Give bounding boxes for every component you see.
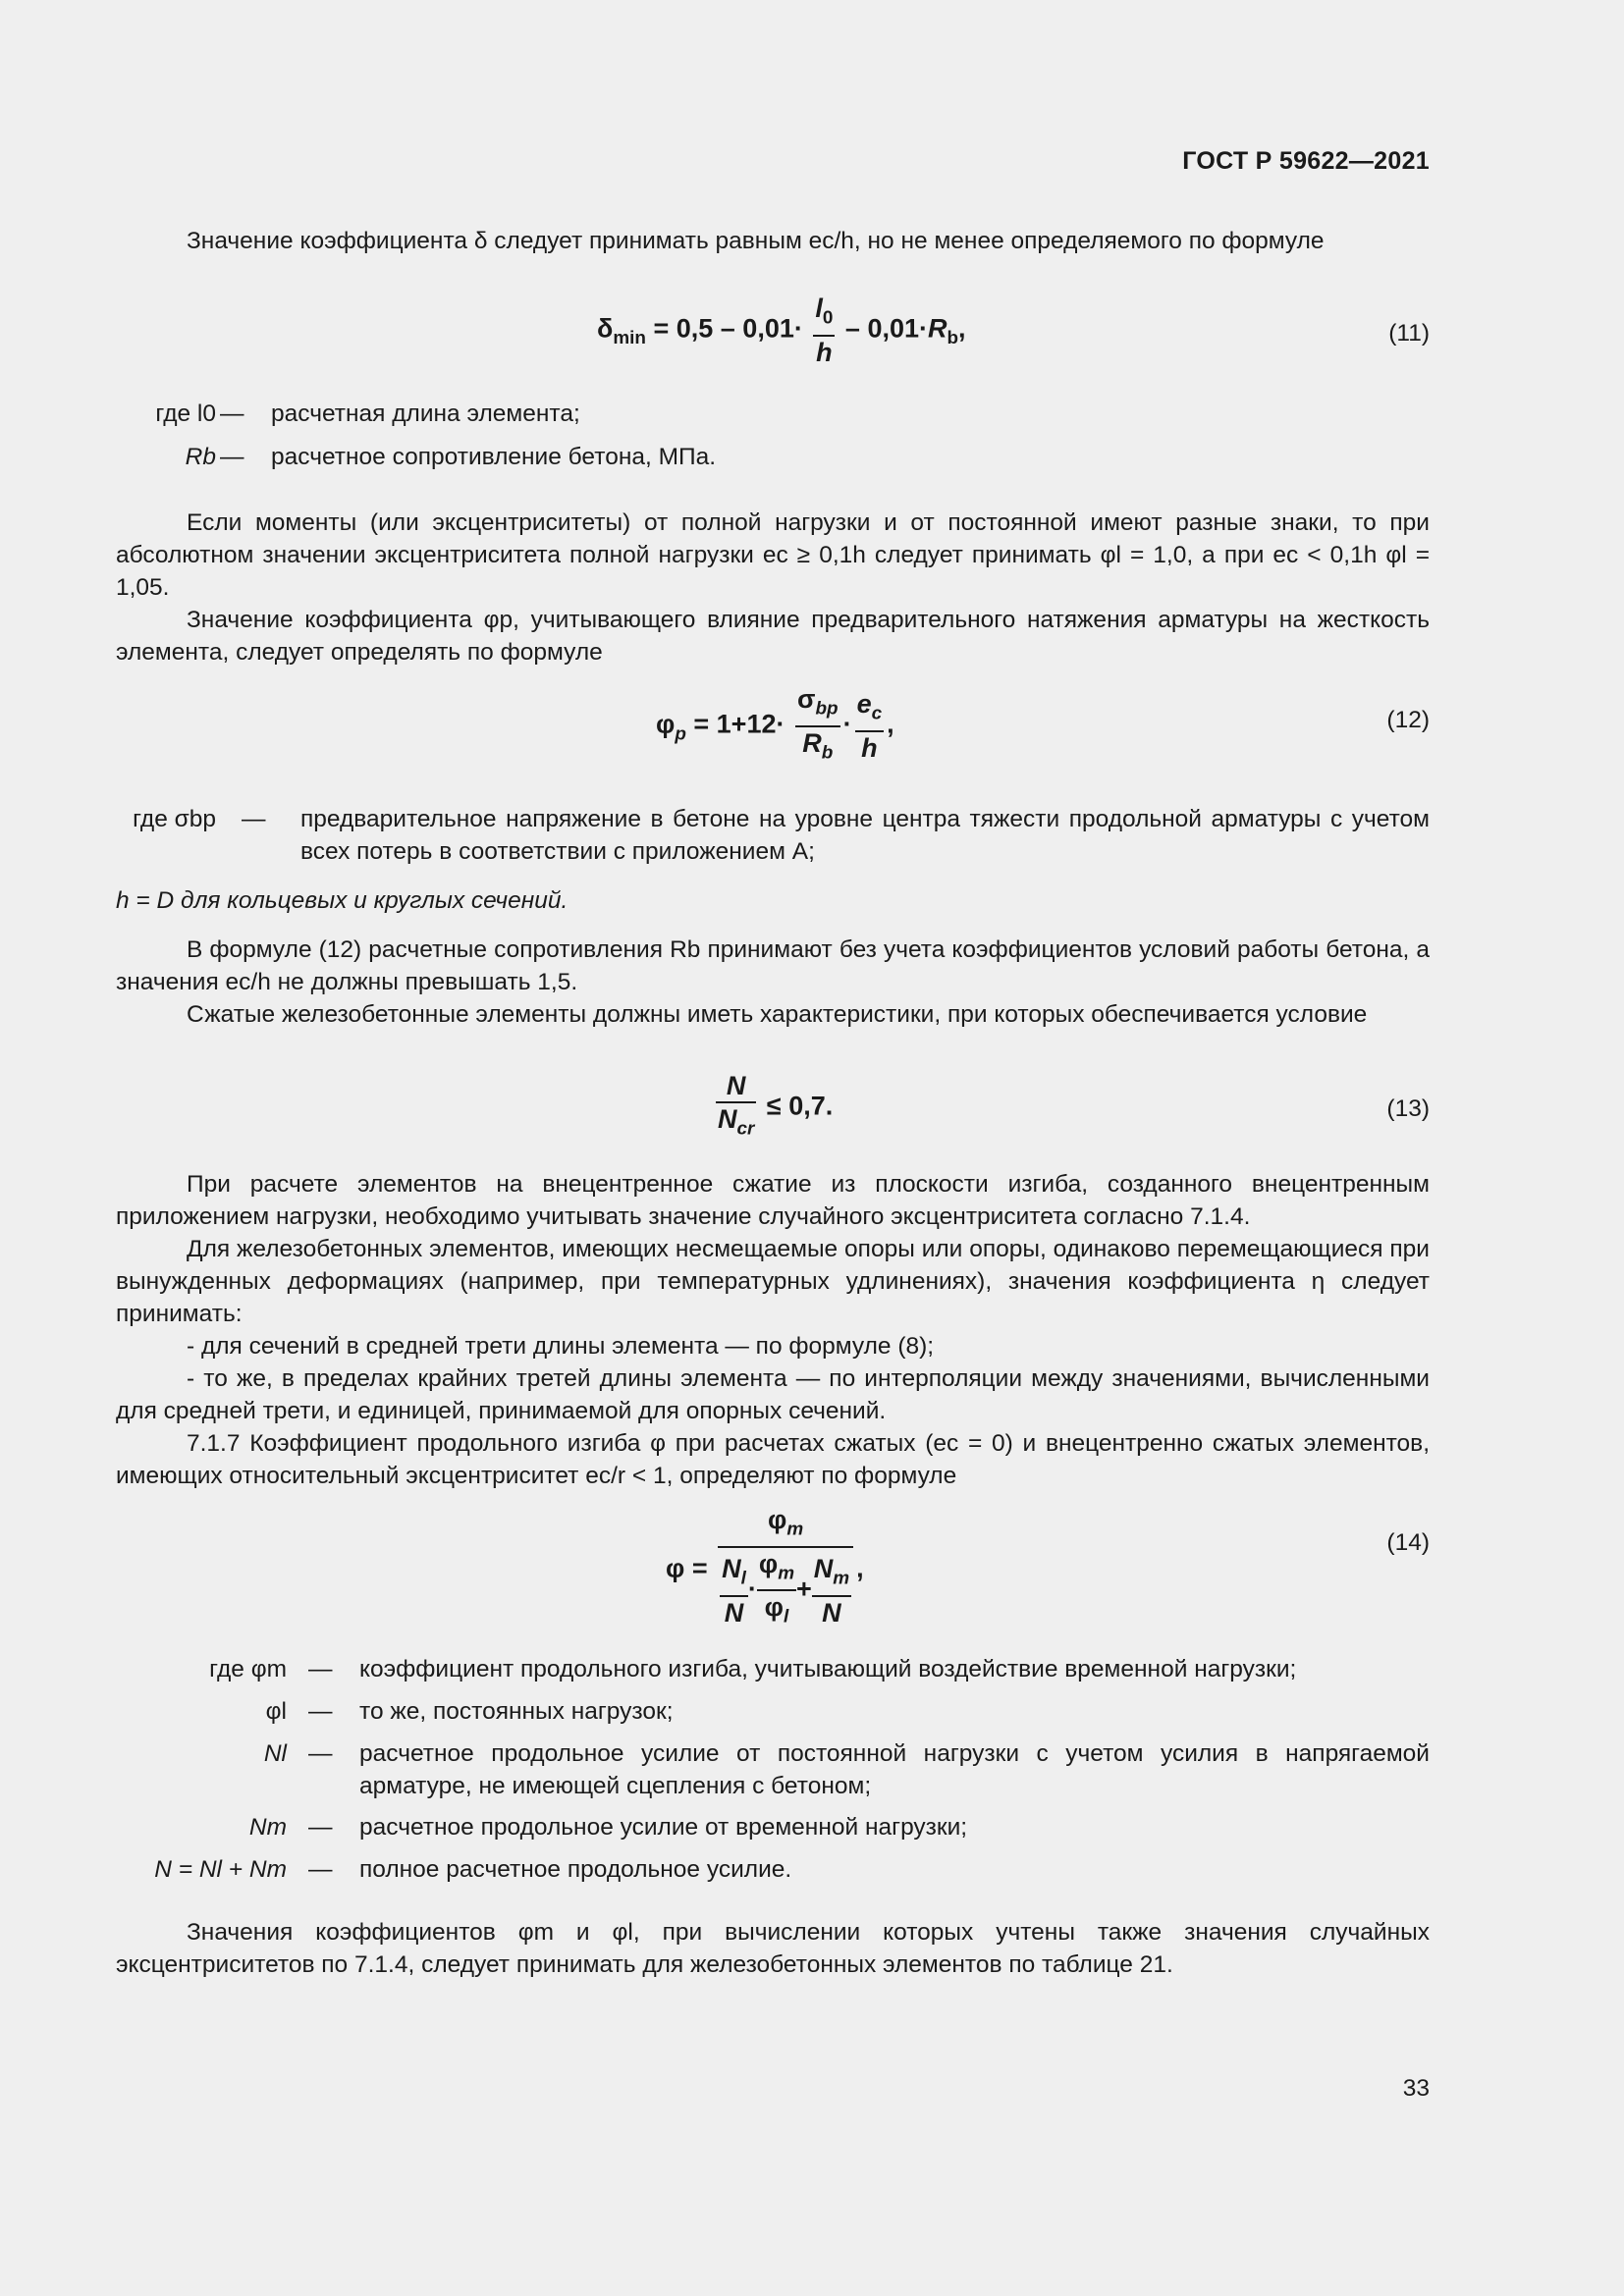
where-list-12: где σbp — предварительное напряжение в бетоне на уровне центра тяжести продольной арматуры с учетом всех потерь в соответствии с приложением А;: [133, 806, 1430, 865]
formula-14: φ = $\varphi_m$ $\frac{N_l}{N}$ · $\frac{\varphi_m}{\varphi_l}$ + $\frac{N_m}{N}$ ,: [666, 1505, 864, 1628]
paragraph-eta-coefficient: Для железобетонных элементов, имеющих несмещаемые опоры или опоры, одинаково перемещающиеся при вынужденных деформациях (например, при температурных удлинениях), значения коэффициента η следует принимать:: [116, 1236, 1430, 1327]
formula-13: $\frac{N}{N_{cr}}$ ≤ 0,7.: [718, 1071, 834, 1140]
paragraph-eccentric-compression: При расчете элементов на внецентренное сжатие из плоскости изгиба, созданного внецентренным приложением нагрузки, необходимо учитывать значение случайного эксцентриситета согласно 7.1.4.: [116, 1171, 1430, 1230]
equation-number-13: (13): [1386, 1095, 1430, 1122]
paragraph-outer-thirds: - то же, в пределах крайних третей длины элемента — по интерполяции между значениями, вычисленными для средней трети, и единицей, принимаемой для опорных сечений.: [116, 1365, 1430, 1424]
where-list-14: где φm — коэффициент продольного изгиба, учитывающий воздействие временной нагрузки; φl — то же, постоянных нагрузок; Nl — расчетное продольное усилие от постоянной нагрузки с учетом усилия в напрягаемой арматуре, не имеющей сцепления с бетоном; Nm — расчетное продольное усилие от временной нагрузки; N = Nl + Nm — полное расчетное продольное усилие.: [154, 1656, 1430, 1883]
paragraph-formula-12-note: В формуле (12) расчетные сопротивления Rb принимают без учета коэффициентов условий работы бетона, а значения ec/h не должны превышать 1,5.: [116, 936, 1430, 995]
document-code-header: ГОСТ Р 59622—2021: [1182, 147, 1430, 175]
paragraph-7-1-7: 7.1.7 Коэффициент продольного изгиба φ при расчетах сжатых (ec = 0) и внецентренно сжатых элементов, имеющих относительный эксцентриситет ec/r < 1, определяют по формуле: [116, 1430, 1430, 1489]
equation-number-11: (11): [1388, 320, 1430, 347]
equation-number-12: (12): [1386, 707, 1430, 733]
paragraph-moments: Если моменты (или эксцентриситеты) от полной нагрузки и от постоянной имеют разные знаки, то при абсолютном значении эксцентриситета полной нагрузки ec ≥ 0,1h следует принимать φl = 1,0, а при ec < 0,1h φl = 1,05.: [116, 509, 1430, 601]
paragraph-phi-p-intro: Значение коэффициента φp, учитывающего влияние предварительного натяжения арматуры на жесткость элемента, следует определять по формуле: [116, 607, 1430, 666]
paragraph-compressed-elements: Сжатые железобетонные элементы должны иметь характеристики, при которых обеспечивается условие: [187, 1001, 1368, 1028]
formula-11: $\delta_{min} = 0,5 - 0,01\cdot$ $\frac{l_0}{h}$ – $0,01\cdot R_b$,: [597, 294, 966, 367]
paragraph-delta-intro: Значение коэффициента δ следует принимать равным ec/h, но не менее определяемого по формуле: [187, 228, 1325, 254]
equation-number-14: (14): [1386, 1529, 1430, 1556]
paragraph-middle-third: - для сечений в средней трети длины элемента — по формуле (8);: [187, 1333, 935, 1360]
where-list-11: где l0 — расчетная длина элемента; Rb — расчетное сопротивление бетона, МПа.: [155, 400, 717, 470]
page-number: 33: [1402, 2075, 1430, 2102]
formula-12: $\varphi_p = 1+12\cdot$ $\frac{\sigma_{bp}}{R_b}$ · $\frac{e_c}{h}$ ,: [656, 684, 894, 764]
paragraph-coefficients-table-21: Значения коэффициентов φm и φl, при вычислении которых учтены также значения случайных эксцентриситетов по 7.1.4, следует принимать для железобетонных элементов по таблице 21.: [116, 1919, 1430, 1978]
paragraph-h-equals-d: h = D для кольцевых и круглых сечений.: [116, 887, 568, 914]
